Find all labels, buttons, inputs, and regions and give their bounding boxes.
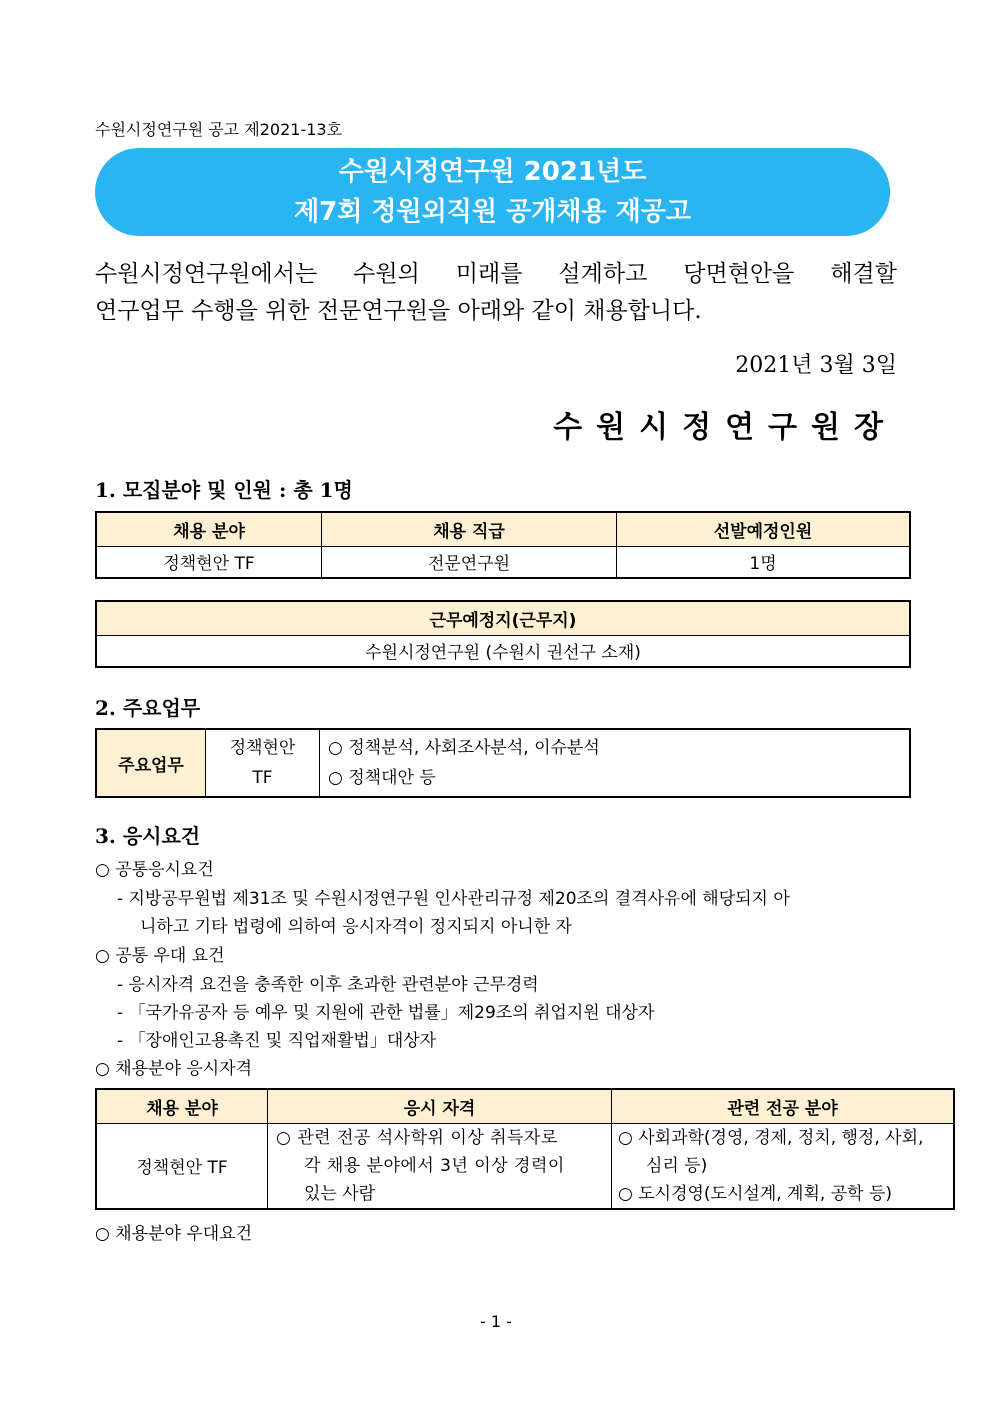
header-rank: 채용 직급 (322, 512, 617, 546)
duties-label: 주요업무 (96, 729, 206, 797)
signer: 수원시정연구원장 (553, 410, 897, 445)
qualification-line: 각 채용 분야에서 3년 이상 경력이 (304, 1155, 565, 1176)
intro-paragraph (95, 256, 897, 330)
cell-count: 1명 (617, 546, 911, 578)
duties-field (206, 729, 320, 797)
intro-line-1: 수원시정연구원에서는 수원의 미래를 설계하고 당면현안을 해결할 (95, 261, 897, 287)
common-preference-title: ○ 공통 우대 요건 (95, 946, 225, 966)
cell-major (612, 1123, 955, 1209)
title-line-2: 제7회 정원외직원 공개채용 재공고 (294, 197, 691, 227)
qualification-line: ○ 관련 전공 석사학위 이상 취득자로 (276, 1127, 558, 1148)
major-line: ○ 도시경영(도시설계, 계획, 공학 등) (618, 1183, 893, 1204)
duty-item: ○ 정책분석, 사회조사분석, 이슈분석 (328, 738, 600, 758)
page-number: - 1 - (480, 1312, 512, 1331)
notice-number: 수원시정연구원 공고 제2021-13호 (95, 120, 343, 139)
common-requirement-line-1: - 지방공무원법 제31조 및 수원시정연구원 인사관리규정 제20조의 결격사유에 해당되지 아 (117, 889, 790, 909)
recruitment-table (95, 511, 911, 579)
header-workplace: 근무예정지(근무지) (96, 601, 910, 635)
qualification-table (95, 1088, 955, 1210)
header-count: 선발예정인원 (617, 512, 911, 546)
duties-table (95, 728, 911, 798)
duty-item: ○ 정책대안 등 (328, 768, 436, 788)
header-field: 채용 분야 (96, 512, 322, 546)
notice-date: 2021년 3월 3일 (735, 353, 897, 378)
cell-field: 정책현안 TF (96, 546, 322, 578)
header-field: 채용 분야 (96, 1089, 268, 1123)
header-major: 관련 전공 분야 (612, 1089, 955, 1123)
preference-item-1: - 응시자격 요건을 충족한 이후 초과한 관련분야 근무경력 (117, 975, 539, 995)
intro-line-2: 연구업무 수행을 위한 전문연구원을 아래와 같이 채용합니다. (95, 298, 702, 324)
qualification-line: 있는 사람 (304, 1183, 376, 1204)
duties-field-line-2: TF (252, 768, 273, 788)
header-qualification: 응시 자격 (268, 1089, 612, 1123)
section-2-heading: 2. 주요업무 (95, 696, 201, 720)
duties-list (320, 729, 911, 797)
cell-qualification (268, 1123, 612, 1209)
section-1-heading: 1. 모집분야 및 인원 : 총 1명 (95, 478, 353, 502)
duties-field-line-1: 정책현안 (229, 738, 296, 758)
major-line: 심리 등) (646, 1155, 708, 1176)
major-line: ○ 사회과학(경영, 경제, 정치, 행정, 사회, (618, 1127, 924, 1148)
field-preference-title: ○ 채용분야 우대요건 (95, 1224, 253, 1244)
common-requirement-line-2: 니하고 기타 법령에 의하여 응시자격이 정지되지 아니한 자 (140, 917, 572, 937)
cell-rank: 전문연구원 (322, 546, 617, 578)
section-3-heading: 3. 응시요건 (95, 824, 201, 848)
preference-item-3: - 「장애인고용촉진 및 직업재활법」대상자 (117, 1031, 437, 1051)
qualification-title: ○ 채용분야 응시자격 (95, 1059, 253, 1079)
cell-workplace: 수원시정연구원 (수원시 권선구 소재) (96, 635, 910, 667)
title-line-1: 수원시정연구원 2021년도 (338, 157, 647, 187)
common-requirements-title: ○ 공통응시요건 (95, 860, 214, 880)
preference-item-2: - 「국가유공자 등 예우 및 지원에 관한 법률」제29조의 취업지원 대상자 (117, 1003, 655, 1023)
title-banner (95, 148, 890, 236)
cell-field: 정책현안 TF (96, 1123, 268, 1209)
workplace-table (95, 600, 911, 668)
